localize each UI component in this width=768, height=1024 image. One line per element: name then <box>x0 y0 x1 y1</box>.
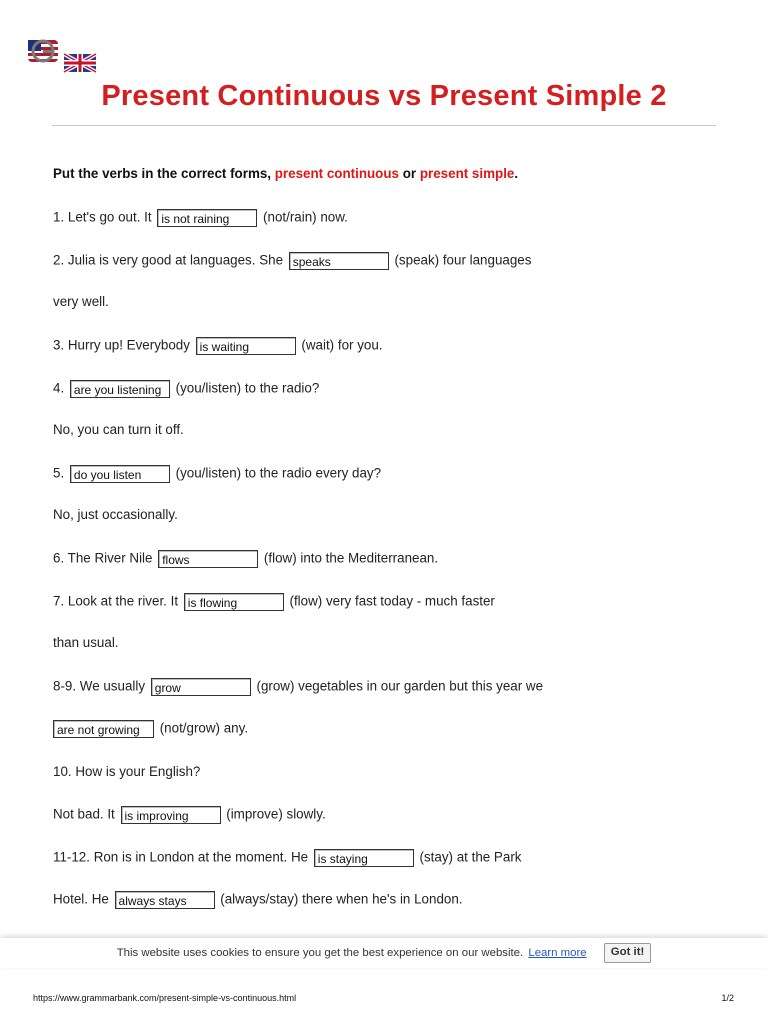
got-it-button[interactable]: Got it! <box>604 943 652 963</box>
footer-url: https://www.grammarbank.com/present-simple-vs-continuous.html <box>33 993 297 1003</box>
line-text: (wait) for you. <box>297 337 383 353</box>
question-line <box>53 891 463 909</box>
answer-box[interactable]: grow <box>151 678 251 696</box>
line-text: 8-9. We usually <box>53 678 149 694</box>
page-title: Present Continuous vs Present Simple 2 <box>101 80 667 112</box>
line-text: (always/stay) there when he's in London. <box>216 891 463 907</box>
line-text: (flow) very fast today - much faster <box>285 593 495 609</box>
line-text: 2. Julia is very good at languages. She <box>53 252 287 268</box>
line-text: 6. The River Nile <box>53 550 157 566</box>
question-line <box>53 465 381 483</box>
instructions-option-simple: present simple <box>419 166 515 181</box>
learn-more-link[interactable]: Learn more <box>528 947 587 959</box>
answer-box[interactable]: is flowing <box>184 593 284 611</box>
answer-box[interactable]: is waiting <box>196 337 296 355</box>
answer-box[interactable]: is improving <box>121 806 221 824</box>
answer-box[interactable]: always stays <box>115 891 215 909</box>
line-text: 4. <box>53 380 68 396</box>
answer-box[interactable]: are you listening <box>70 380 170 398</box>
line-text: (improve) slowly. <box>222 806 326 822</box>
instructions-option-continuous: present continuous <box>274 166 399 181</box>
instructions-prefix: Put the verbs in the correct forms, <box>53 166 275 181</box>
question-line <box>53 209 348 227</box>
title-divider <box>52 125 716 126</box>
instructions <box>53 166 518 182</box>
question-line <box>53 849 521 867</box>
question-line <box>53 550 438 568</box>
answer-box[interactable]: flows <box>158 550 258 568</box>
line-text: (not/grow) any. <box>156 720 249 736</box>
line-text: (you/listen) to the radio? <box>171 380 320 396</box>
question-line <box>53 380 319 398</box>
answer-box[interactable]: is not raining <box>157 209 257 227</box>
instructions-suffix: . <box>514 166 519 181</box>
question-line <box>53 806 326 824</box>
line-text: 11-12. Ron is in London at the moment. He <box>53 849 312 865</box>
line-text: 1. Let's go out. It <box>53 209 156 225</box>
answer-box[interactable]: is staying <box>314 849 414 867</box>
continuation-line: No, you can turn it off. <box>53 422 184 437</box>
answer-box[interactable]: speaks <box>289 252 389 270</box>
line-text: 5. <box>53 465 68 481</box>
cookie-message: This website uses cookies to ensure you get the best experience on our website. <box>116 947 524 959</box>
continuation-line: very well. <box>53 294 109 309</box>
continuation-line: No, just occasionally. <box>53 507 178 522</box>
cookie-banner <box>0 938 768 968</box>
line-text: (speak) four languages <box>390 252 532 268</box>
line-text: (flow) into the Mediterranean. <box>260 550 439 566</box>
question-line <box>53 720 248 738</box>
grammarbank-logo <box>26 38 98 74</box>
line-text: (not/rain) now. <box>259 209 348 225</box>
line-text: Not bad. It <box>53 806 119 822</box>
continuation-line: 10. How is your English? <box>53 764 201 779</box>
page-number: 1/2 <box>721 993 734 1003</box>
line-text: (stay) at the Park <box>415 849 522 865</box>
question-line <box>53 337 383 355</box>
continuation-line: than usual. <box>53 635 119 650</box>
line-text: 3. Hurry up! Everybody <box>53 337 194 353</box>
answer-box[interactable]: are not growing <box>53 720 154 738</box>
line-text: (you/listen) to the radio every day? <box>171 465 382 481</box>
line-text: (grow) vegetables in our garden but this year we <box>252 678 544 694</box>
question-line <box>53 678 543 696</box>
question-line <box>53 593 495 611</box>
line-text: Hotel. He <box>53 891 113 907</box>
question-line <box>53 252 531 270</box>
instructions-middle: or <box>399 166 420 181</box>
line-text: 7. Look at the river. It <box>53 593 182 609</box>
answer-box[interactable]: do you listen <box>70 465 170 483</box>
